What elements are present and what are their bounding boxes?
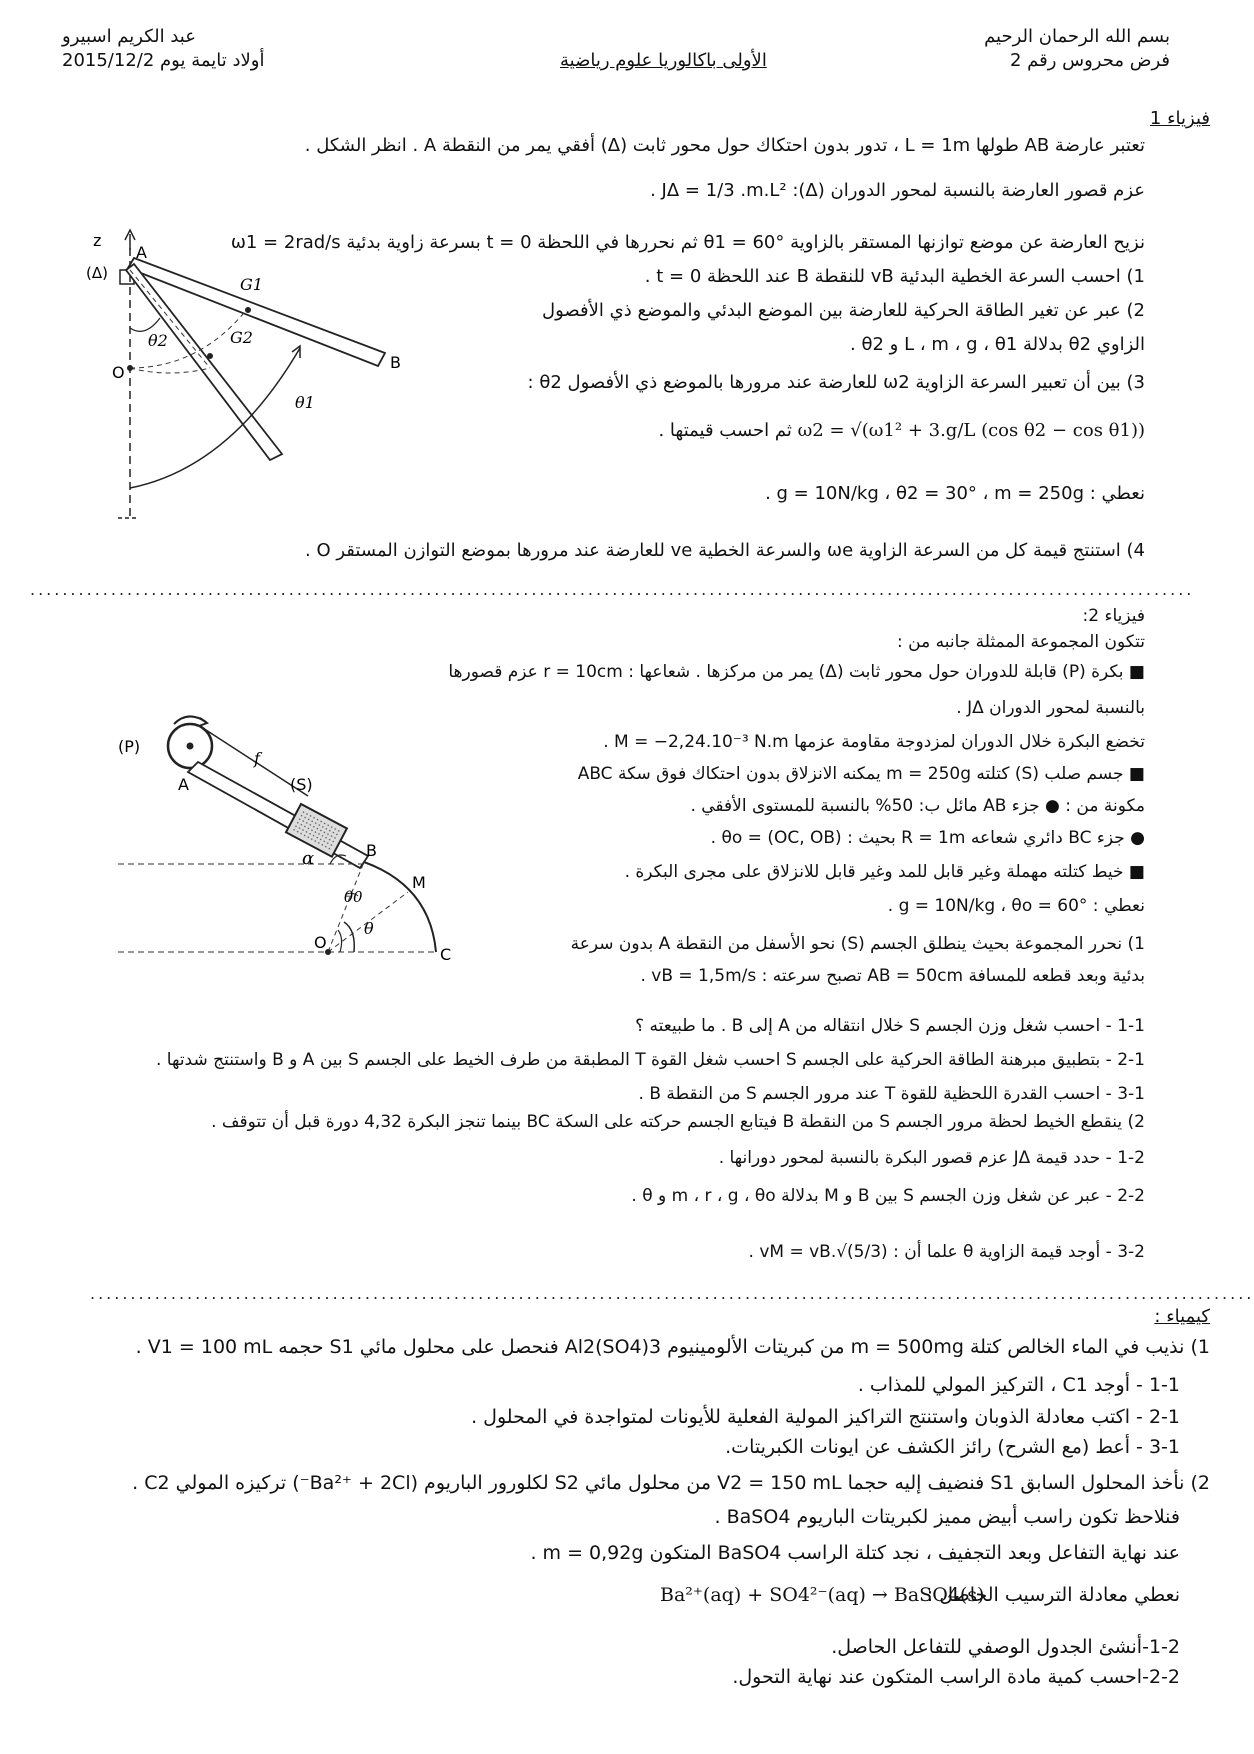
phys1-q2b: الزاوي θ2 بدلالة L ، m ، g ، θ1 و θ2 . bbox=[850, 334, 1145, 355]
point-o bbox=[127, 365, 133, 371]
phys1-intro: تعتبر عارضة AB طولها L = 1m ، تدور بدون احتكاك حول محور ثابت (Δ) أفقي يمر من النقطة A . انظر الشكل . bbox=[304, 135, 1145, 156]
label-b2: B bbox=[366, 841, 377, 860]
label-m: M bbox=[412, 873, 426, 892]
label-theta: θ bbox=[364, 919, 374, 938]
phys1-q3c: نعطي : g = 10N/kg ، θ2 = 30° ، m = 250g . bbox=[765, 483, 1145, 504]
point-g1 bbox=[245, 307, 251, 313]
chem-l2: 2) نأخذ المحلول السابق S1 فنضيف إليه حجما V2 = 150 mL من محلول مائي S2 لكلورور الباريوم (Ba²⁺ + 2Cl⁻) تركيزه المولي C2 . bbox=[132, 1472, 1210, 1494]
phys1-figure bbox=[86, 228, 410, 528]
label-f: f bbox=[254, 749, 260, 768]
chem-q12: 1-2-أنشئ الجدول الوصفي للتفاعل الحاصل. bbox=[831, 1636, 1180, 1658]
phys1-q4: 4) استنتج قيمة كل من السرعة الزاوية ωe والسرعة الخطية ve للعارضة عند مرورها بموضع التوازن المستقر O . bbox=[305, 540, 1145, 561]
phys1-inertia: عزم قصور العارضة بالنسبة لمحور الدوران (Δ): JΔ = 1/3 .m.L² . bbox=[650, 180, 1145, 201]
phys1-q1: 1) احسب السرعة الخطية البدئية vB للنقطة B عند اللحظة t = 0 . bbox=[644, 266, 1145, 287]
chem-q11: 1-1 - أوجد C1 ، التركيز المولي للمذاب . bbox=[857, 1374, 1180, 1396]
phys2-q12: 1-2 - حدد قيمة JΔ عزم قصور البكرة بالنسبة لمحور دورانها . bbox=[718, 1148, 1145, 1168]
phys2-l11: بدئية وبعد قطعه للمسافة AB = 50cm تصبح سرعته : vB = 1,5m/s . bbox=[640, 966, 1145, 986]
phys2-l3: بالنسبة لمحور الدوران JΔ . bbox=[956, 698, 1145, 718]
exam-title: فرض محروس رقم 2 bbox=[1009, 50, 1170, 71]
chem-l3: فنلاحظ تكون راسب أبيض مميز لكبريتات الباريوم BaSO4 . bbox=[714, 1506, 1180, 1528]
label-delta: (Δ) bbox=[86, 264, 108, 282]
chem-q31: 3-1 - أعط (مع الشرح) رائز الكشف عن ايونات الكبريتات. bbox=[725, 1436, 1180, 1458]
label-alpha: α bbox=[302, 848, 315, 869]
chem-l5: نعطي معادلة الترسيب الحاصل : bbox=[926, 1584, 1180, 1606]
chem-title: كيمياء : bbox=[1154, 1306, 1210, 1327]
label-s: (S) bbox=[290, 775, 313, 794]
precipitation-equation: Ba²⁺(aq) + SO4²⁻(aq) → BaSO4(s) bbox=[660, 1584, 985, 1606]
point-g2 bbox=[207, 353, 213, 359]
teacher-name: عبد الكريم اسبيرو bbox=[62, 26, 196, 47]
label-theta1: θ1 bbox=[295, 393, 315, 412]
label-p: (P) bbox=[118, 737, 141, 756]
basmala: بسم الله الرحمان الرحيم bbox=[984, 26, 1170, 47]
label-theta2: θ2 bbox=[148, 331, 168, 350]
phys2-l2: ■ بكرة (P) قابلة للدوران حول محور ثابت (Δ) يمر من مركزها . شعاعها : r = 10cm عزم قصورها bbox=[448, 662, 1145, 682]
phys2-l4: تخضع البكرة خلال الدوران لمزدوجة مقاومة عزمها M = −2,24.10⁻³ N.m . bbox=[603, 732, 1145, 752]
phys1-release: نزيح العارضة عن موضع توازنها المستقر بالزاوية θ1 = 60° ثم نحررها في اللحظة t = 0 بسرعة زاوية بدئية ω1 = 2rad/s bbox=[230, 232, 1145, 253]
label-a: A bbox=[136, 243, 147, 262]
phys2-l10: 1) نحرر المجموعة بحيث ينطلق الجسم (S) نحو الأسفل من النقطة A بدون سرعة bbox=[570, 934, 1145, 954]
phys2-l9: نعطي : g = 10N/kg ، θo = 60° . bbox=[887, 896, 1145, 916]
phys2-q2: 2) ينقطع الخيط لحظة مرور الجسم S من النقطة B فيتابع الجسم حركته على السكة BC بينما تنجز البكرة 4,32 دورة قبل أن تتوقف . bbox=[211, 1112, 1145, 1132]
phys2-q22: 2-2 - عبر عن شغل وزن الجسم S بين B و M بدلالة m ، r ، g ، θo و θ . bbox=[631, 1186, 1145, 1206]
phys1-title: فيزياء 1 bbox=[1149, 108, 1210, 129]
label-a2: A bbox=[178, 775, 189, 794]
phys2-l8: ■ خيط كتلته مهملة وغير قابل للمد وغير قابل للانزلاق على مجرى البكرة . bbox=[624, 862, 1145, 882]
chem-l4: عند نهاية التفاعل وبعد التجفيف ، نجد كتلة الراسب BaSO4 المتكون m = 0,92g . bbox=[530, 1542, 1180, 1564]
phys2-q31: 3-1 - احسب القدرة اللحظية للقوة T عند مرور الجسم S من النقطة B . bbox=[638, 1084, 1145, 1104]
theta-arc bbox=[344, 922, 354, 952]
label-z: z bbox=[93, 231, 102, 250]
label-g2: G2 bbox=[230, 328, 253, 347]
phys2-l7: ● جزء BC دائري شعاعه R = 1m بحيث : θo = (OC, OB) . bbox=[710, 828, 1145, 848]
phys2-q21: 2-1 - بتطبيق مبرهنة الطاقة الحركية على الجسم S احسب شغل القوة T المطبقة من طرف الخيط على الجسم S بين A و B واستنتج شدتها . bbox=[156, 1050, 1145, 1070]
pulley-center bbox=[187, 743, 194, 750]
separator-1: ................................................................................................................................................ bbox=[30, 580, 1195, 599]
theta2-arc bbox=[130, 318, 160, 331]
phys1-q3a: 3) بين أن تعبير السرعة الزاوية ω2 للعارضة عند مرورها بالموضع ذي الأفصول θ2 : bbox=[527, 372, 1145, 393]
phys2-q32: 3-2 - أوجد قيمة الزاوية θ علما أن : vM = vB.√(5/3) . bbox=[748, 1242, 1145, 1262]
class-level: الأولى باكالوريا علوم رياضية bbox=[560, 50, 767, 71]
label-theta0: θ0 bbox=[344, 888, 363, 906]
phys2-l5: ■ جسم صلب (S) كتلته m = 250g يمكنه الانزلاق بدون احتكاك فوق سكة ABC bbox=[577, 764, 1145, 784]
chem-l1: 1) نذيب في الماء الخالص كتلة m = 500mg من كبريتات الألومينيوم Al2(SO4)3 فنحصل على محلول مائي S1 حجمه V1 = 100 mL . bbox=[135, 1336, 1210, 1358]
chem-q21: 2-1 - اكتب معادلة الذوبان واستنتج التراكيز المولية الفعلية للأيونات لمتواجدة في المحلول . bbox=[471, 1406, 1180, 1428]
chem-q22: 2-2-احسب كمية مادة الراسب المتكون عند نهاية التحول. bbox=[732, 1666, 1180, 1688]
phys2-l6: مكونة من : ● جزء AB مائل ب: 50% بالنسبة للمستوى الأفقي . bbox=[690, 796, 1145, 816]
label-o2: O bbox=[314, 933, 327, 952]
phys2-title: فيزياء 2: bbox=[1082, 606, 1145, 626]
label-b: B bbox=[390, 353, 401, 372]
label-c: C bbox=[440, 945, 452, 964]
phys2-q11: 1-1 - احسب شغل وزن الجسم S خلال انتقاله من A إلى B . ما طبيعته ؟ bbox=[635, 1016, 1145, 1036]
label-o: O bbox=[112, 363, 125, 382]
separator-2: ................................................................................................................................................ bbox=[90, 1284, 1254, 1303]
phys1-q2a: 2) عبر عن تغير الطاقة الحركية للعارضة بين الموضع البدئي والموضع ذي الأفصول bbox=[542, 300, 1145, 321]
label-g1: G1 bbox=[240, 275, 263, 294]
phys2-l1: تتكون المجموعة الممثلة جانبه من : bbox=[897, 632, 1145, 652]
phys2-figure bbox=[118, 716, 538, 972]
arc-g2 bbox=[130, 368, 210, 373]
incline-ab bbox=[188, 762, 368, 868]
school-date: أولاد تايمة يوم 2015/12/2 bbox=[62, 50, 265, 71]
phys1-q3b: ω2 = √(ω1² + 3.g/L (cos θ2 − cos θ1)) ثم احسب قيمتها . bbox=[658, 420, 1145, 441]
